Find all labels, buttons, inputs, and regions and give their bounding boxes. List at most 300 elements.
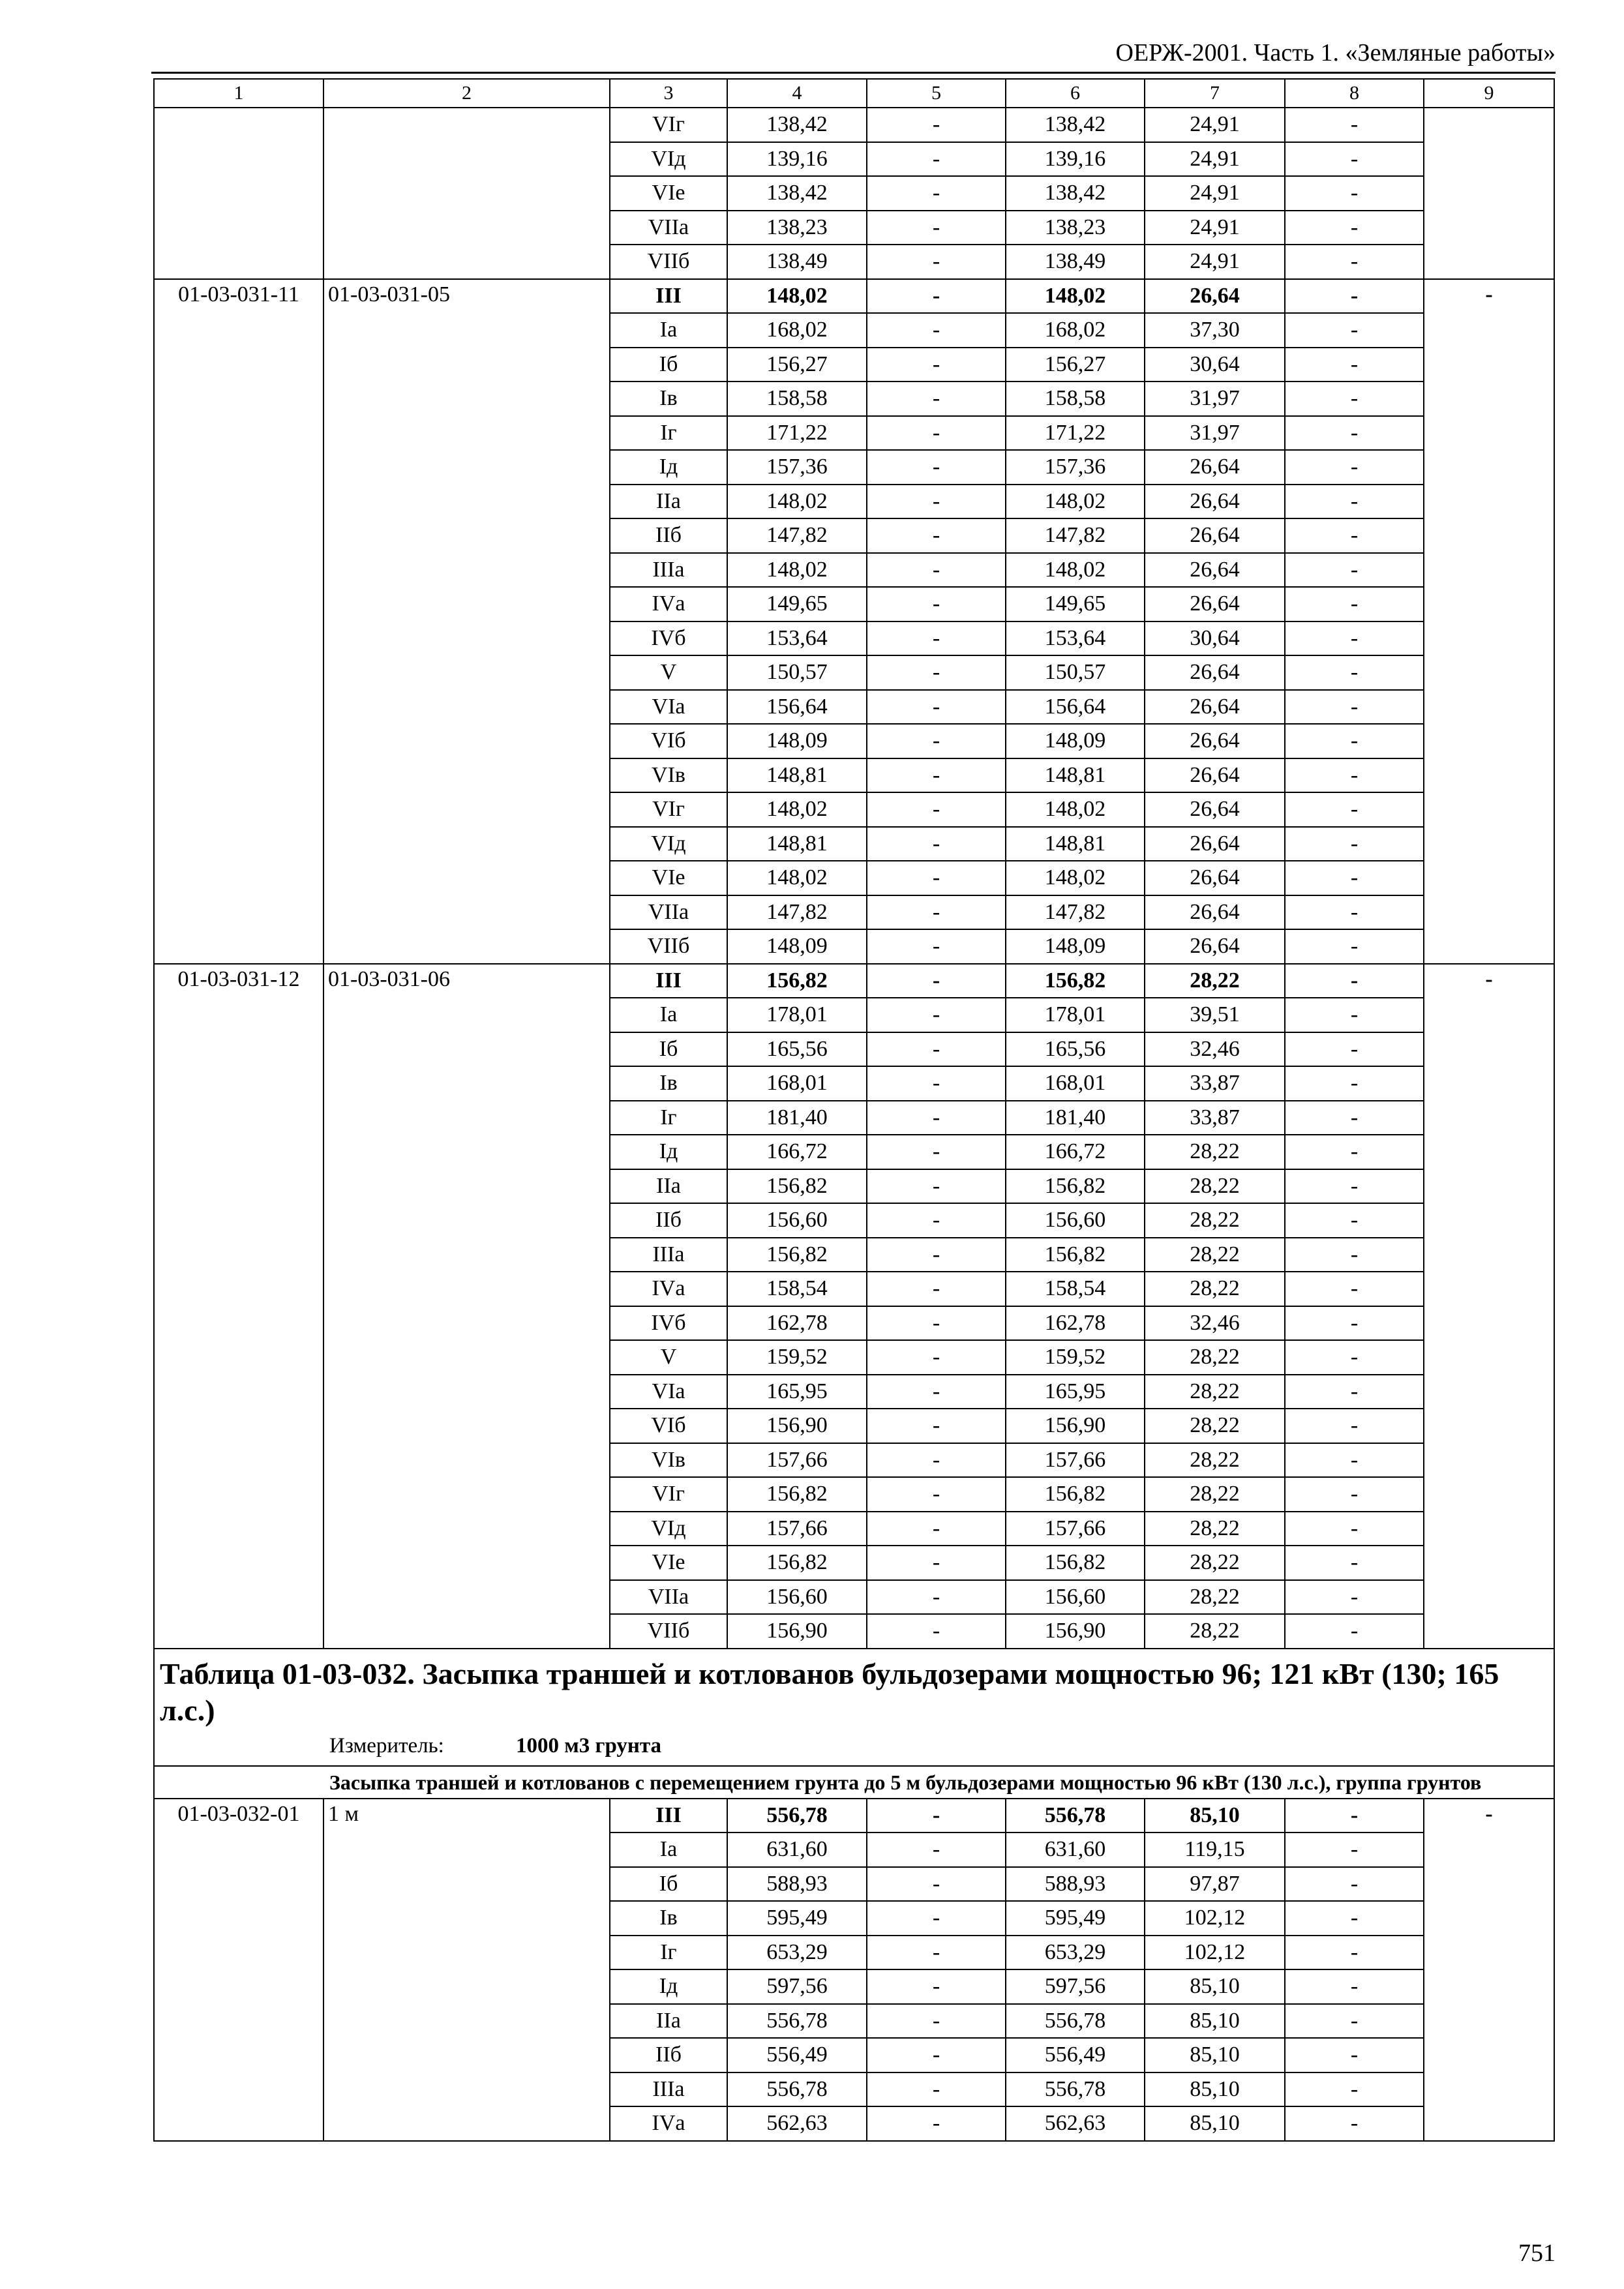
table-cell: 26,64	[1145, 485, 1285, 519]
table-cell: 148,02	[727, 485, 867, 519]
table-cell: 166,72	[727, 1135, 867, 1169]
table-title: Таблица 01-03-032. Засыпка траншей и котлованов бульдозерами мощностью 96; 121 кВт (130; 165 л.с.)	[160, 1656, 1499, 1727]
table-cell: Iб	[610, 348, 727, 382]
section-title-cell	[154, 1649, 1554, 1766]
table-cell: -	[1285, 382, 1424, 416]
table-cell: -	[867, 1272, 1006, 1306]
table-cell: -	[867, 1135, 1006, 1169]
table-cell: -	[1285, 1799, 1424, 1833]
table-cell: -	[867, 313, 1006, 348]
table-cell: -	[867, 1867, 1006, 1902]
table-cell: VIв	[610, 758, 727, 793]
table-cell: III	[610, 279, 727, 314]
table-cell: 147,82	[1006, 895, 1145, 930]
table-cell: 165,95	[1006, 1375, 1145, 1409]
table-cell: -	[867, 1203, 1006, 1238]
table-cell: 156,60	[1006, 1203, 1145, 1238]
table-cell: -	[867, 245, 1006, 279]
table-cell: IIа	[610, 485, 727, 519]
table-cell: -	[1285, 1477, 1424, 1512]
table-cell: -	[867, 1477, 1006, 1512]
table-cell: 26,64	[1145, 895, 1285, 930]
table-cell: -	[867, 1340, 1006, 1375]
table-cell: 595,49	[1006, 1901, 1145, 1936]
table-cell: 556,78	[1006, 2072, 1145, 2107]
table-cell: 28,22	[1145, 1375, 1285, 1409]
table-cell: 181,40	[1006, 1101, 1145, 1135]
table-cell: -	[1285, 1238, 1424, 1272]
rates-table	[153, 78, 1555, 2142]
table-cell: -	[1285, 245, 1424, 279]
table-cell: 159,52	[727, 1340, 867, 1375]
table-cell: -	[867, 998, 1006, 1032]
table-cell: 653,29	[1006, 1936, 1145, 1970]
table-cell: 26,64	[1145, 758, 1285, 793]
table-cell: 181,40	[727, 1101, 867, 1135]
table-cell: IIб	[610, 2038, 727, 2072]
table-cell: VIIа	[610, 895, 727, 930]
table-cell: Iд	[610, 1135, 727, 1169]
table-cell: Iв	[610, 1901, 727, 1936]
table-cell: VIе	[610, 1546, 727, 1580]
table-cell: -	[1285, 450, 1424, 485]
table-cell: VIе	[610, 176, 727, 211]
table-cell: 31,97	[1145, 416, 1285, 451]
table-cell: V	[610, 1340, 727, 1375]
table-cell: III	[610, 1799, 727, 1833]
table-cell: 28,22	[1145, 1443, 1285, 1478]
column-number: 2	[323, 79, 610, 108]
table-cell: 595,49	[727, 1901, 867, 1936]
table-cell: 156,90	[1006, 1614, 1145, 1649]
table-cell: -	[1285, 655, 1424, 690]
table-cell: -	[867, 1833, 1006, 1867]
table-cell: -	[1285, 348, 1424, 382]
measure-row	[160, 1731, 1548, 1760]
table-cell: Iа	[610, 313, 727, 348]
table-cell: 26,64	[1145, 655, 1285, 690]
table-cell: 156,82	[727, 1169, 867, 1204]
table-cell: 28,22	[1145, 1477, 1285, 1512]
table-cell: Iг	[610, 416, 727, 451]
table-cell: IIIа	[610, 553, 727, 588]
table-cell: -	[1285, 1969, 1424, 2004]
table-cell: Iд	[610, 450, 727, 485]
table-cell: -	[1285, 1614, 1424, 1649]
base-code-cell: 1 м	[323, 1799, 610, 2141]
measure-label: Измеритель:	[329, 1733, 444, 1758]
table-cell: 556,49	[1006, 2038, 1145, 2072]
table-cell: -	[867, 1409, 1006, 1443]
table-cell: -	[867, 1936, 1006, 1970]
table-cell: -	[867, 142, 1006, 177]
table-cell: -	[867, 348, 1006, 382]
table-cell: 168,02	[727, 313, 867, 348]
table-cell: 153,64	[727, 621, 867, 656]
table-cell: VIг	[610, 1477, 727, 1512]
table-cell: -	[1285, 211, 1424, 245]
table-cell: -	[867, 2106, 1006, 2141]
table-cell: VIд	[610, 142, 727, 177]
table-cell: -	[1285, 2106, 1424, 2141]
table-cell: 148,81	[727, 827, 867, 861]
table-cell: 30,64	[1145, 621, 1285, 656]
table-cell: 85,10	[1145, 1969, 1285, 2004]
table-cell: 156,82	[727, 1238, 867, 1272]
table-cell: -	[867, 895, 1006, 930]
table-cell: -	[867, 1512, 1006, 1546]
table-cell: 159,52	[1006, 1340, 1145, 1375]
table-cell: 147,82	[727, 518, 867, 553]
table-cell: 157,66	[727, 1512, 867, 1546]
table-cell: 24,91	[1145, 211, 1285, 245]
rate-code-cell: 01-03-031-11	[154, 279, 323, 964]
table-cell: 162,78	[727, 1306, 867, 1341]
table-cell: 147,82	[1006, 518, 1145, 553]
table-cell: IIа	[610, 1169, 727, 1204]
table-cell: -	[1285, 1135, 1424, 1169]
table-cell: 138,23	[1006, 211, 1145, 245]
table-cell: -	[867, 621, 1006, 656]
table-cell: 556,78	[1006, 2004, 1145, 2039]
table-cell: 24,91	[1145, 142, 1285, 177]
subheading-text: Засыпка траншей и котлованов с перемещением грунта до 5 м бульдозерами мощностью 96 кВт (130 л.с.), группа грунтов	[329, 1770, 1482, 1794]
table-row	[154, 1799, 1554, 1833]
table-cell: 556,78	[727, 1799, 867, 1833]
col9-cell	[1424, 108, 1554, 279]
table-cell: -	[867, 279, 1006, 314]
table-cell: IIа	[610, 2004, 727, 2039]
table-cell: 556,78	[1006, 1799, 1145, 1833]
table-cell: 157,36	[1006, 450, 1145, 485]
table-cell: -	[867, 2004, 1006, 2039]
table-cell: Iд	[610, 1969, 727, 2004]
col9-cell: -	[1424, 1799, 1554, 2141]
table-cell: 158,58	[727, 382, 867, 416]
table-cell: 156,90	[727, 1409, 867, 1443]
subheading-row	[154, 1766, 1554, 1799]
table-cell: 33,87	[1145, 1101, 1285, 1135]
table-cell: -	[867, 1101, 1006, 1135]
table-cell: -	[1285, 1032, 1424, 1067]
table-cell: 85,10	[1145, 2004, 1285, 2039]
table-cell: 156,60	[1006, 1580, 1145, 1615]
table-cell: 562,63	[727, 2106, 867, 2141]
table-cell: -	[1285, 279, 1424, 314]
table-cell: -	[867, 450, 1006, 485]
column-number: 9	[1424, 79, 1554, 108]
table-cell: 28,22	[1145, 1614, 1285, 1649]
table-cell: 156,82	[727, 964, 867, 998]
table-cell: -	[1285, 827, 1424, 861]
table-cell: -	[867, 758, 1006, 793]
table-cell: -	[1285, 1833, 1424, 1867]
table-cell: -	[1285, 176, 1424, 211]
table-cell: -	[867, 1238, 1006, 1272]
table-cell: 147,82	[727, 895, 867, 930]
table-cell: 156,82	[1006, 1169, 1145, 1204]
table-cell: 166,72	[1006, 1135, 1145, 1169]
table-cell: 556,49	[727, 2038, 867, 2072]
rate-code-cell: 01-03-031-12	[154, 964, 323, 1649]
table-cell: 158,58	[1006, 382, 1145, 416]
table-cell: 28,22	[1145, 1512, 1285, 1546]
table-cell: -	[867, 1799, 1006, 1833]
col9-cell: -	[1424, 964, 1554, 1649]
table-cell: 556,78	[727, 2072, 867, 2107]
table-cell: -	[867, 724, 1006, 758]
table-cell: 156,27	[1006, 348, 1145, 382]
table-cell: -	[1285, 1169, 1424, 1204]
table-cell: 138,42	[1006, 108, 1145, 142]
table-cell: -	[867, 1969, 1006, 2004]
table-cell: -	[1285, 1867, 1424, 1902]
table-cell: -	[867, 964, 1006, 998]
table-cell: 165,56	[727, 1032, 867, 1067]
table-cell: -	[1285, 998, 1424, 1032]
table-cell: 32,46	[1145, 1306, 1285, 1341]
table-cell: -	[867, 1546, 1006, 1580]
table-cell: -	[1285, 1580, 1424, 1615]
column-number: 7	[1145, 79, 1285, 108]
table-cell: -	[867, 1901, 1006, 1936]
table-cell: 138,49	[727, 245, 867, 279]
table-cell: -	[1285, 518, 1424, 553]
table-cell: 148,02	[727, 861, 867, 895]
table-cell: -	[867, 929, 1006, 964]
table-cell: -	[867, 416, 1006, 451]
table-cell: VIб	[610, 724, 727, 758]
table-cell: 156,82	[1006, 1477, 1145, 1512]
table-cell: VIIб	[610, 245, 727, 279]
table-cell: 168,02	[1006, 313, 1145, 348]
table-cell: 24,91	[1145, 245, 1285, 279]
table-cell: 37,30	[1145, 313, 1285, 348]
table-cell: 156,64	[727, 690, 867, 725]
table-cell: IIIа	[610, 2072, 727, 2107]
table-cell: 158,54	[727, 1272, 867, 1306]
table-cell: 138,42	[1006, 176, 1145, 211]
table-cell: 28,22	[1145, 1203, 1285, 1238]
table-cell: -	[867, 1580, 1006, 1615]
table-cell: 30,64	[1145, 348, 1285, 382]
table-cell: 28,22	[1145, 964, 1285, 998]
table-cell: 556,78	[727, 2004, 867, 2039]
column-number-row	[154, 79, 1554, 108]
table-cell: 588,93	[727, 1867, 867, 1902]
table-cell: 156,64	[1006, 690, 1145, 725]
table-cell: -	[1285, 416, 1424, 451]
table-cell: 156,90	[1006, 1409, 1145, 1443]
table-cell: IIб	[610, 1203, 727, 1238]
table-cell: 28,22	[1145, 1409, 1285, 1443]
table-cell: -	[1285, 485, 1424, 519]
subheading-cell	[154, 1766, 1554, 1799]
table-cell: 156,82	[1006, 964, 1145, 998]
table-cell: 26,64	[1145, 929, 1285, 964]
table-cell: 156,60	[727, 1203, 867, 1238]
table-cell: -	[867, 108, 1006, 142]
col9-cell: -	[1424, 279, 1554, 964]
table-cell: -	[1285, 964, 1424, 998]
table-cell: 139,16	[1006, 142, 1145, 177]
table-cell: VIе	[610, 861, 727, 895]
table-cell: 32,46	[1145, 1032, 1285, 1067]
table-cell: 28,22	[1145, 1135, 1285, 1169]
table-cell: Iб	[610, 1032, 727, 1067]
table-cell: -	[1285, 861, 1424, 895]
column-number: 3	[610, 79, 727, 108]
table-cell: -	[1285, 1272, 1424, 1306]
table-cell: -	[1285, 1409, 1424, 1443]
table-cell: -	[1285, 2038, 1424, 2072]
table-cell: VIв	[610, 1443, 727, 1478]
table-cell: IVа	[610, 2106, 727, 2141]
table-cell: 26,64	[1145, 792, 1285, 827]
table-cell: -	[867, 861, 1006, 895]
table-cell: Iв	[610, 1066, 727, 1101]
table-row	[154, 108, 1554, 142]
table-cell: 26,64	[1145, 690, 1285, 725]
measure-value: 1000 м3 грунта	[516, 1733, 662, 1758]
table-cell: 28,22	[1145, 1238, 1285, 1272]
table-cell: -	[1285, 929, 1424, 964]
table-cell: -	[1285, 1936, 1424, 1970]
table-cell: 150,57	[727, 655, 867, 690]
table-cell: -	[867, 2038, 1006, 2072]
table-cell: -	[867, 690, 1006, 725]
table-cell: 157,66	[1006, 1443, 1145, 1478]
table-cell: 157,66	[1006, 1512, 1145, 1546]
page-number: 751	[1518, 2239, 1556, 2267]
table-cell: 631,60	[1006, 1833, 1145, 1867]
table-cell: -	[867, 1169, 1006, 1204]
table-cell: 157,36	[727, 450, 867, 485]
table-cell: -	[867, 587, 1006, 621]
table-cell: 148,02	[1006, 279, 1145, 314]
table-cell: 178,01	[727, 998, 867, 1032]
column-number: 4	[727, 79, 867, 108]
table-cell: VIа	[610, 690, 727, 725]
table-cell: 148,81	[1006, 827, 1145, 861]
table-cell: 28,22	[1145, 1340, 1285, 1375]
table-cell: Iа	[610, 1833, 727, 1867]
table-cell: IVб	[610, 1306, 727, 1341]
table-cell: -	[867, 553, 1006, 588]
table-cell: 156,82	[727, 1546, 867, 1580]
table-cell: -	[1285, 792, 1424, 827]
table-cell: IIIа	[610, 1238, 727, 1272]
table-cell: VIIа	[610, 1580, 727, 1615]
table-cell: -	[1285, 142, 1424, 177]
section-title-row	[154, 1649, 1554, 1766]
table-cell: VIIб	[610, 1614, 727, 1649]
table-cell: 148,09	[1006, 929, 1145, 964]
rate-code-cell: 01-03-032-01	[154, 1799, 323, 2141]
table-cell: VIд	[610, 827, 727, 861]
table-cell: 148,02	[727, 279, 867, 314]
table-cell: 148,09	[727, 724, 867, 758]
table-cell: 26,64	[1145, 827, 1285, 861]
table-cell: 28,22	[1145, 1169, 1285, 1204]
table-cell: -	[1285, 1203, 1424, 1238]
page-header-title: ОЕРЖ-2001. Часть 1. «Земляные работы»	[1115, 39, 1556, 67]
table-cell: -	[867, 827, 1006, 861]
rate-code-cell	[154, 108, 323, 279]
table-cell: -	[1285, 1375, 1424, 1409]
table-cell: 631,60	[727, 1833, 867, 1867]
table-cell: 138,23	[727, 211, 867, 245]
table-cell: -	[867, 1066, 1006, 1101]
table-cell: 653,29	[727, 1936, 867, 1970]
table-cell: 165,56	[1006, 1032, 1145, 1067]
table-cell: 168,01	[1006, 1066, 1145, 1101]
table-cell: 157,66	[727, 1443, 867, 1478]
table-cell: 138,49	[1006, 245, 1145, 279]
table-cell: Iв	[610, 382, 727, 416]
table-cell: -	[867, 518, 1006, 553]
table-cell: 28,22	[1145, 1580, 1285, 1615]
table-cell: VIIа	[610, 211, 727, 245]
table-cell: -	[867, 176, 1006, 211]
table-cell: 597,56	[1006, 1969, 1145, 2004]
table-cell: 156,90	[727, 1614, 867, 1649]
table-cell: Iа	[610, 998, 727, 1032]
table-cell: III	[610, 964, 727, 998]
table-cell: 148,02	[1006, 553, 1145, 588]
table-cell: -	[1285, 1443, 1424, 1478]
table-cell: 138,42	[727, 108, 867, 142]
table-cell: -	[1285, 2072, 1424, 2107]
table-cell: 165,95	[727, 1375, 867, 1409]
table-cell: -	[867, 2072, 1006, 2107]
table-cell: 39,51	[1145, 998, 1285, 1032]
table-cell: IIб	[610, 518, 727, 553]
column-number: 6	[1006, 79, 1145, 108]
table-cell: 138,42	[727, 176, 867, 211]
table-cell: 588,93	[1006, 1867, 1145, 1902]
table-cell: -	[1285, 1306, 1424, 1341]
table-cell: -	[1285, 1512, 1424, 1546]
table-cell: -	[867, 211, 1006, 245]
table-cell: 156,27	[727, 348, 867, 382]
table-cell: 26,64	[1145, 450, 1285, 485]
table-cell: 26,64	[1145, 279, 1285, 314]
table-cell: IVб	[610, 621, 727, 656]
table-cell: -	[1285, 1101, 1424, 1135]
table-cell: 158,54	[1006, 1272, 1145, 1306]
table-cell: 33,87	[1145, 1066, 1285, 1101]
table-cell: 26,64	[1145, 518, 1285, 553]
table-cell: 150,57	[1006, 655, 1145, 690]
table-cell: -	[867, 792, 1006, 827]
table-cell: 148,02	[1006, 485, 1145, 519]
table-cell: -	[1285, 758, 1424, 793]
table-cell: VIг	[610, 792, 727, 827]
table-cell: 148,02	[727, 553, 867, 588]
table-cell: -	[867, 1614, 1006, 1649]
base-code-cell: 01-03-031-05	[323, 279, 610, 964]
table-cell: 28,22	[1145, 1272, 1285, 1306]
table-cell: 102,12	[1145, 1936, 1285, 1970]
table-cell: IVа	[610, 587, 727, 621]
table-cell: 139,16	[727, 142, 867, 177]
table-cell: 24,91	[1145, 108, 1285, 142]
table-cell: -	[1285, 553, 1424, 588]
column-number: 8	[1285, 79, 1424, 108]
table-cell: -	[1285, 621, 1424, 656]
base-code-cell	[323, 108, 610, 279]
